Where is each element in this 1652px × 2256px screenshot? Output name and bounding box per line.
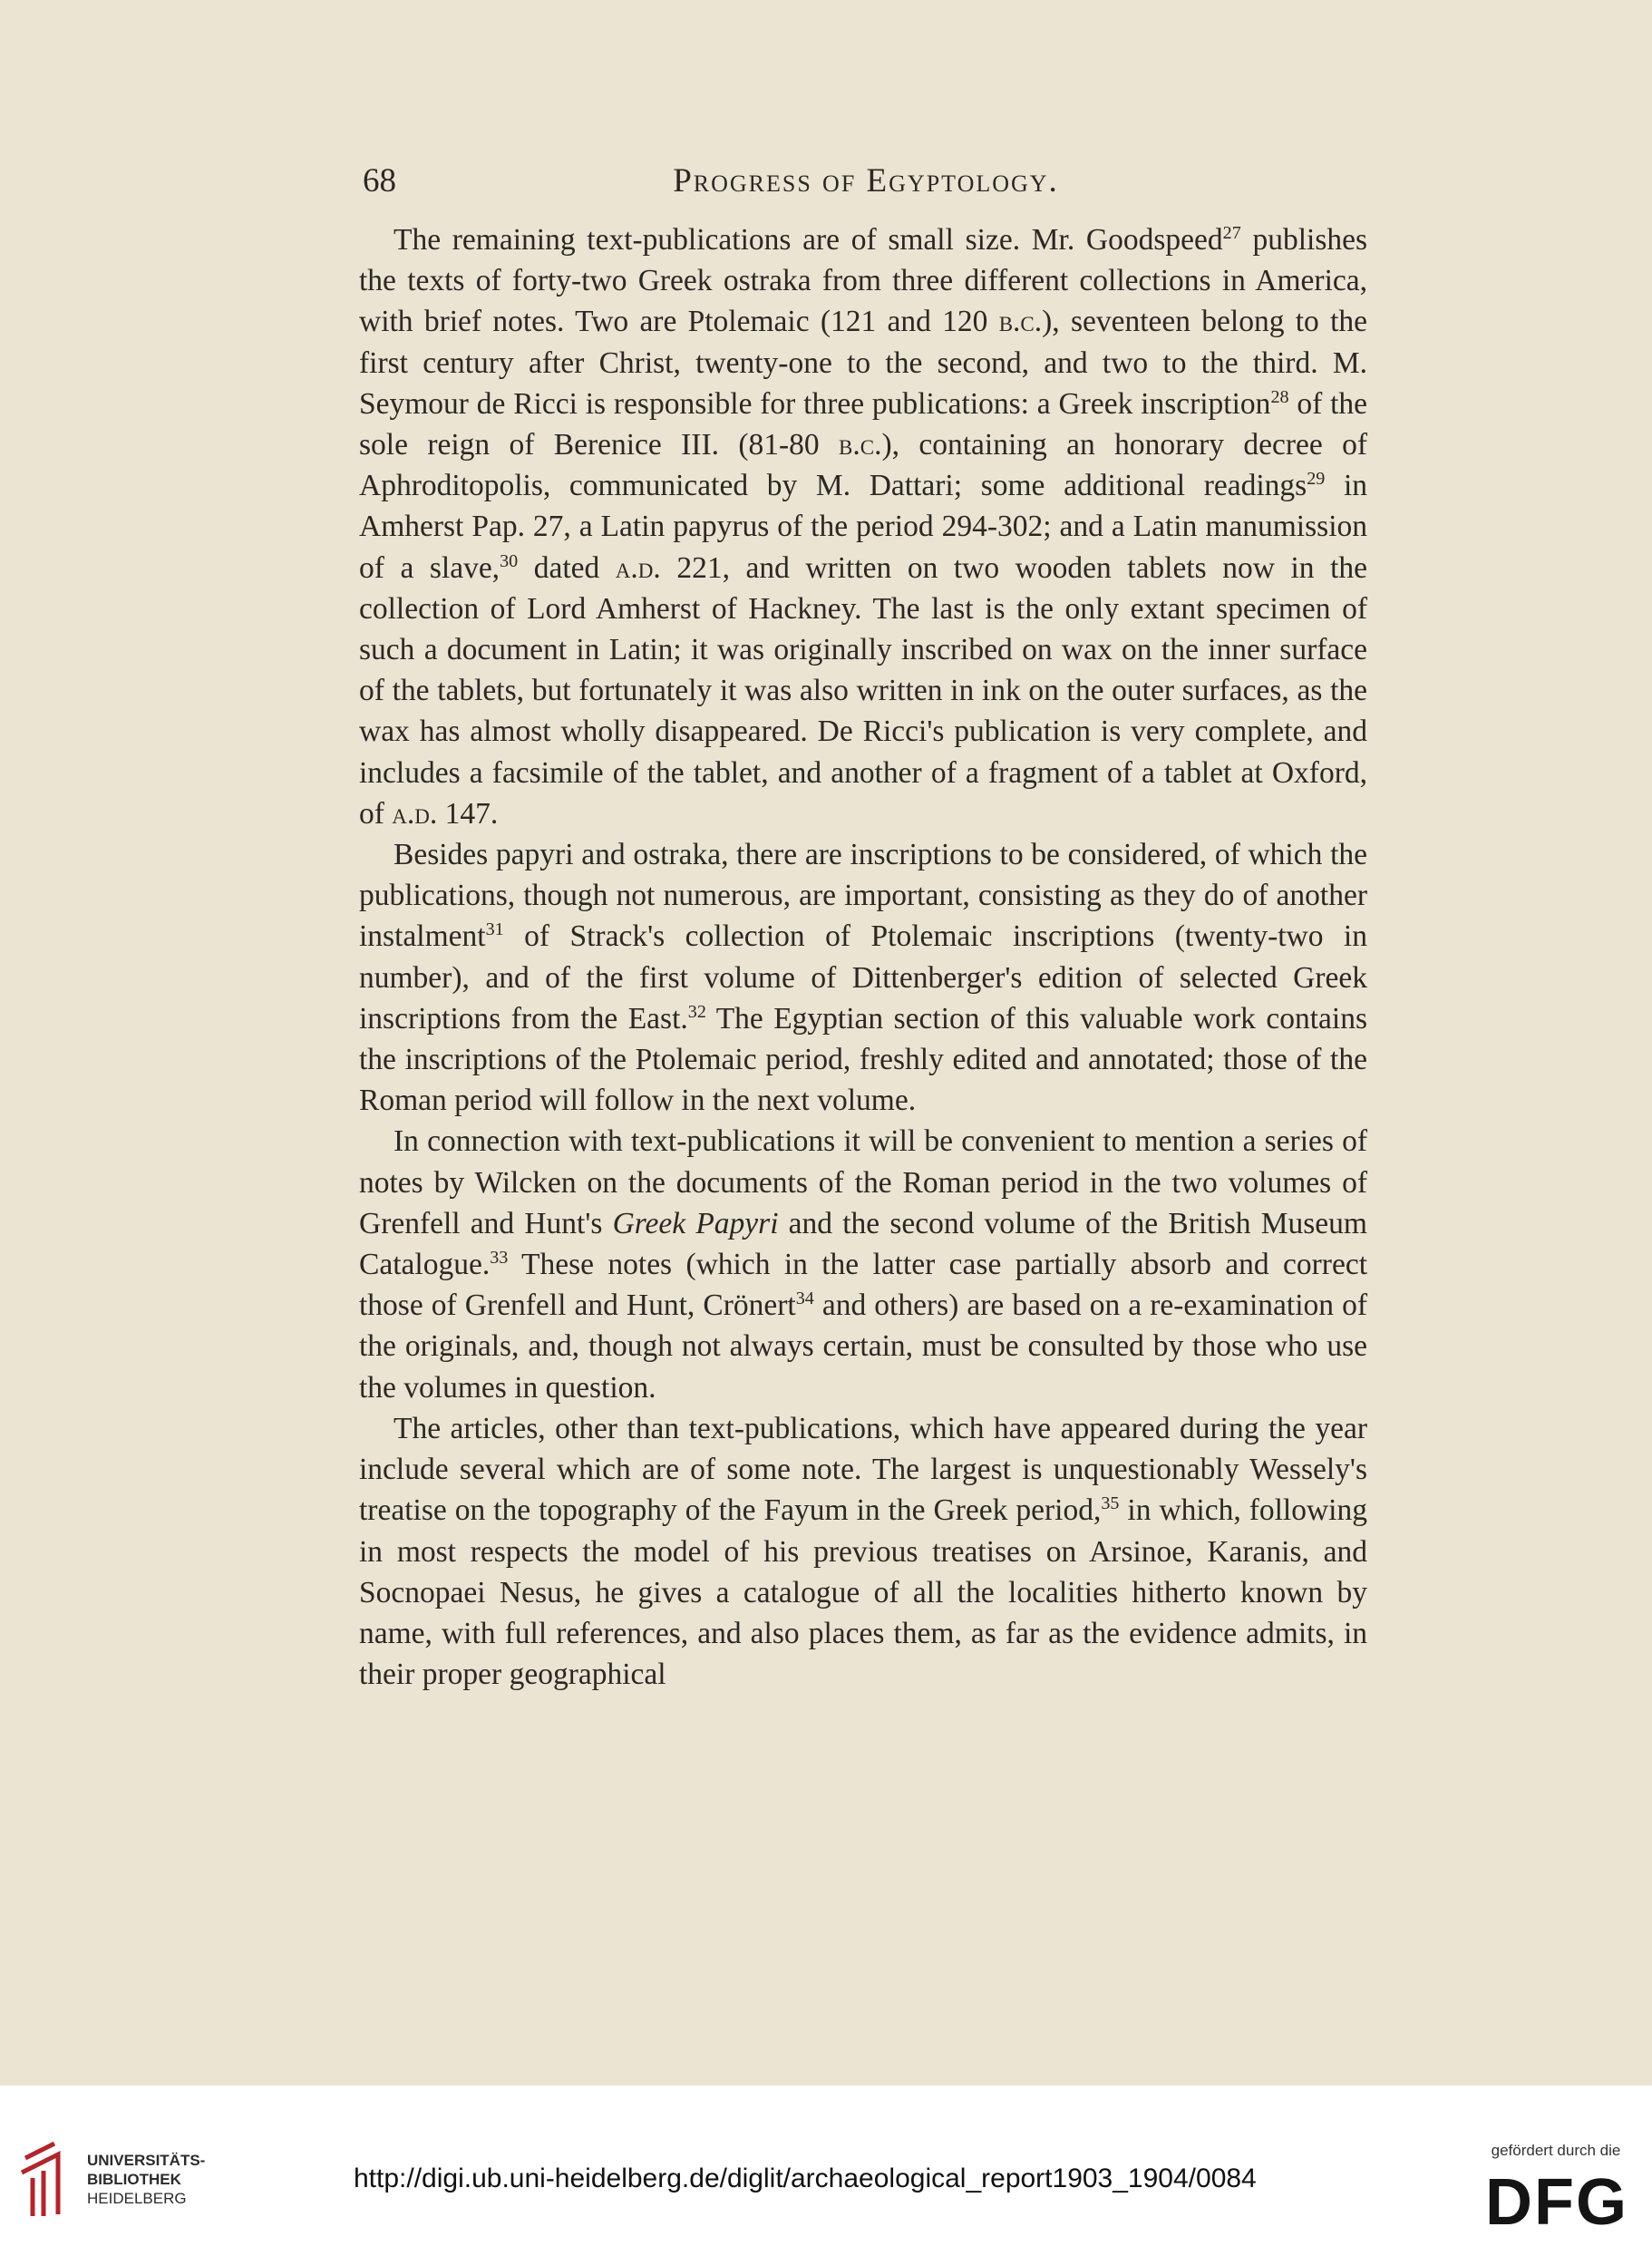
paragraph-4: The articles, other than text-publications, which have appeared during the year include several which are of some note. The largest is unquestionably Wessely's treatise on the topography of the Fayum in the Greek period,$^{35}$ in which, following in most respects the model of his previous treatises on Arsinoe, Karanis, and Socnopaei Nesus, he gives a catalogue of all the localities hitherto known by name, with full references, and also places them, as far as the evidence admits, in their proper geographical bbox=[359, 1411, 1367, 1692]
body-text bbox=[359, 219, 1367, 1695]
page-heading: Progress of Egyptology. bbox=[673, 162, 1059, 199]
funding-text: gefördert durch die bbox=[1491, 2142, 1621, 2159]
footnote-ref-27: 27 bbox=[1222, 222, 1241, 243]
footnote-ref-31: 31 bbox=[485, 919, 504, 940]
footnote-ref-28: 28 bbox=[1270, 386, 1289, 407]
paragraph-2: Besides papyri and ostraka, there are inscriptions to be considered, of which the publications, though not numerous, are important, consisting as they do of another instalment$^{31}$ of Strack's collection of Ptolemaic inscriptions (twenty-two in number), and of the first volume of Dittenberger's edition of selected Greek inscriptions from the East.$^{32}$ The Egyptian section of this valuable work contains the inscriptions of the Ptolemaic period, freshly edited and annotated; those of the Roman period will follow in the next volume. bbox=[359, 838, 1367, 1118]
running-head bbox=[363, 145, 1369, 199]
page-number: 68 bbox=[363, 162, 396, 199]
dfg-logo: DFG bbox=[1485, 2166, 1628, 2239]
paragraph-1: The remaining text-publications are of small size. Mr. Goodspeed$^{27}$ publishes the texts of forty-two Greek ostraka from three different collections in America, with brief notes. Two are Ptolemaic (121 and 120 b.c.), seventeen belong to the first century after Christ, twenty-one to the second, and two to the third. M. Seymour de Ricci is responsible for three publications: a Greek inscription$^{28}$ of the sole reign of Berenice III. (81-80 b.c.), containing an honorary decree of Aphroditopolis, communicated by M. Dattari; some additional readings$^{29}$ in Amherst Pap. 27, a Latin papyrus of the period 294-302; and a Latin manumission of a slave,$^{30}$ dated a.d. 221, and written on two wooden tablets now in the collection of Lord Amherst of Hackney. The last is the only extant specimen of such a document in Latin; it was originally inscribed on wax on the inner surface of the tablets, but fortunately it was also written in ink on the outer surfaces, as the wax has almost wholly disappeared. De Ricci's publication is very complete, and includes a facsimile of the tablet, and another of a fragment of a tablet at Oxford, of a.d. 147. bbox=[359, 222, 1368, 831]
permalink-url[interactable]: http://digi.ub.uni-heidelberg.de/diglit/archaeological_report1903_1904/0084 bbox=[354, 2164, 1257, 2193]
footnote-ref-34: 34 bbox=[795, 1288, 814, 1309]
university-library-logo-icon bbox=[18, 2138, 76, 2220]
digitization-footer bbox=[0, 2086, 1652, 2256]
paragraph-3: In connection with text-publications it will be convenient to mention a series of notes by Wilcken on the documents of the Roman period in the two volumes of Grenfell and Hunt's Greek Papyri and the second volume of the British Museum Catalogue.$^{33}$ These notes (which in the latter case partially absorb and correct those of Grenfell and Hunt, Crönert$^{34}$ and others) are based on a re-examination of the originals, and, though not always certain, must be consulted by those who use the volumes in question. bbox=[359, 1124, 1367, 1405]
footnote-ref-35: 35 bbox=[1101, 1493, 1120, 1514]
library-name: UNIVERSITÄTS- BIBLIOTHEK HEIDELBERG bbox=[87, 2152, 206, 2207]
footnote-ref-29: 29 bbox=[1307, 469, 1326, 490]
footnote-ref-30: 30 bbox=[500, 550, 519, 571]
footnote-ref-33: 33 bbox=[490, 1247, 509, 1268]
footnote-ref-32: 32 bbox=[687, 1001, 706, 1022]
italic-title: Greek Papyri bbox=[612, 1206, 779, 1240]
